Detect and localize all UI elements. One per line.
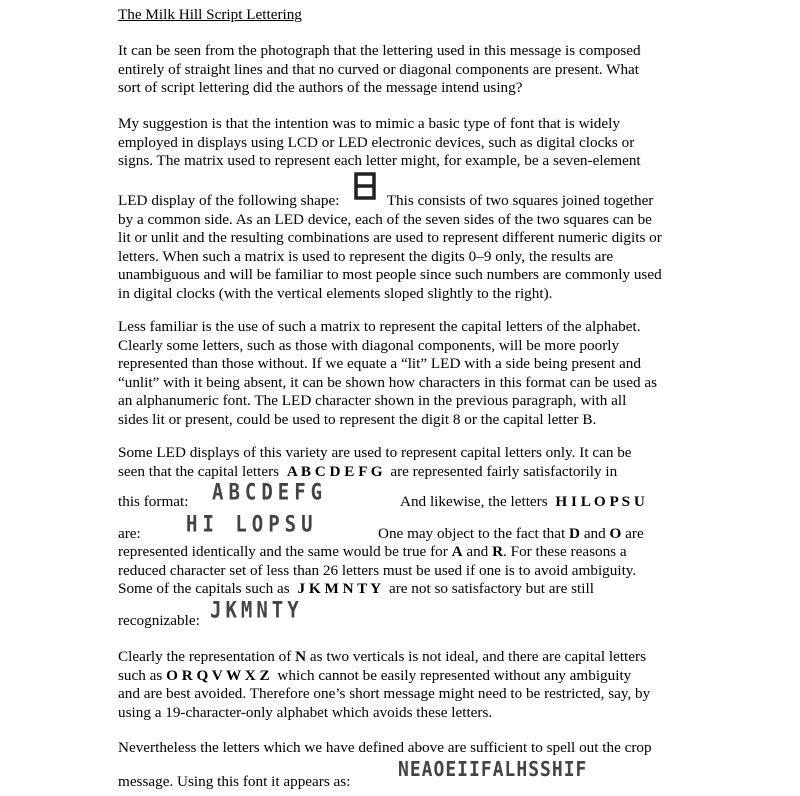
led-intro-text: LED display of the following shape:: [118, 192, 340, 209]
text-line: sides lit or present, could be used to represent the digit 8 or the capital letter B.: [118, 410, 597, 428]
text-line: [118, 667, 684, 686]
text-line: Clearly some letters, such as those with diagonal components, will be more poorly: [118, 336, 620, 354]
paragraph-4-object: [378, 525, 644, 544]
text-span: recognizable:: [118, 612, 200, 629]
text-span: are: [625, 525, 644, 542]
text-span: One may object to the fact that: [378, 525, 566, 542]
text-line: entirely of straight lines and that no curved or diagonal components are present. What: [118, 60, 639, 78]
text-line: Less familiar is the use of such a matrix to represent the capital letters of the alphabet.: [118, 318, 641, 335]
text-line: represented than those without. If we equate a “lit” LED with a side being present and: [118, 355, 641, 372]
led-after-text: This consists of two squares joined together: [386, 192, 654, 209]
text-span: are not so satisfactory but are still: [388, 580, 594, 597]
text-span: . For these reasons a: [503, 543, 627, 560]
text-span: this format:: [118, 493, 189, 510]
text-span: are represented fairly satisfactorily in: [390, 462, 618, 480]
text-line: [118, 648, 684, 667]
bold-letter: O: [609, 525, 622, 542]
text-line: Some LED displays of this variety are used to represent capital letters only. It can be: [118, 444, 632, 461]
text-line: [118, 543, 684, 562]
led-sample-hilopsu: HI LOPSU: [186, 511, 318, 537]
text-line: letters. When such a matrix is used to represent the digits 0–9 only, the results are: [118, 247, 614, 265]
led-sample-jkmnty: JKMNTY: [210, 597, 303, 623]
text-span: which cannot be easily represented without any ambiguity: [277, 666, 632, 684]
text-span: represented identically and the same would be true for: [118, 543, 448, 560]
paragraph-1: [118, 42, 684, 98]
paragraph-3: [118, 318, 684, 429]
text-span: and: [466, 543, 489, 560]
text-line: and are best avoided. Therefore one’s short message might need to be restricted, say, by: [118, 685, 651, 702]
bold-letters: J K M N T Y: [297, 580, 382, 597]
text-span: such as: [118, 666, 163, 684]
text-span: message. Using this font it appears as:: [118, 773, 351, 790]
paragraph-2-continued: [118, 192, 684, 303]
text-span: and: [583, 525, 606, 542]
led-crop-message: NEAOEIIFALHSSHIF: [398, 757, 588, 782]
text-span: as two verticals is not ideal, and there are capital letters: [309, 648, 646, 665]
text-line: lit or unlit and the resulting combinations are used to represent different numeric digits or: [118, 229, 662, 246]
paragraph-4-recognizable: [118, 612, 684, 631]
text-line: an alphanumeric font. The LED character shown in the previous paragraph, with all: [118, 392, 627, 409]
text-line: unambiguous and will be familiar to most people since such numbers are commonly used: [118, 266, 662, 283]
page-title: The Milk Hill Script Lettering: [118, 6, 302, 23]
bold-letters: A B C D E F G: [286, 462, 383, 480]
paragraph-5: [118, 648, 684, 722]
text-line: [118, 192, 684, 211]
text-span: And likewise, the letters: [400, 493, 548, 510]
text-line: using a 19-character-only alphabet which avoids these letters.: [118, 703, 493, 721]
paragraph-2: [118, 115, 684, 171]
text-line: [118, 463, 684, 482]
text-line: My suggestion is that the intention was to mimic a basic type of font that is widely: [118, 115, 620, 132]
text-line: [118, 580, 684, 599]
text-line: signs. The matrix used to represent each letter might, for example, be a seven-element: [118, 152, 641, 169]
paragraph-4: [118, 444, 684, 481]
text-span: seen that the capital letters: [118, 462, 280, 480]
bold-letters: O R Q V W X Z: [166, 666, 270, 684]
seven-segment-display-icon: [354, 172, 378, 202]
text-line: Nevertheless the letters which we have defined above are sufficient to spell out the crop: [118, 739, 652, 756]
text-span: Some of the capitals such as: [118, 580, 290, 597]
text-line: It can be seen from the photograph that the lettering used in this message is composed: [118, 42, 641, 59]
bold-letter: A: [451, 543, 463, 560]
bold-letter: R: [492, 543, 504, 560]
text-line: by a common side. As an LED device, each of the seven sides of the two squares can be: [118, 210, 652, 228]
bold-letters: H I L O P S U: [555, 493, 645, 510]
text-line: reduced character set of less than 26 letters must be used if one is to avoid ambiguity.: [118, 561, 637, 579]
text-line: in digital clocks (with the vertical elements sloped slightly to the right).: [118, 284, 553, 302]
paragraph-4-likewise: [400, 493, 645, 512]
text-line: “unlit” with it being absent, it can be shown how characters in this format can be used as: [118, 373, 658, 391]
bold-letter: N: [295, 648, 307, 665]
led-sample-abcdefg: ABCDEFG: [212, 479, 328, 505]
text-line: sort of script lettering did the authors of the message intend using?: [118, 79, 523, 96]
text-span: are:: [118, 525, 141, 542]
paragraph-6: [118, 739, 684, 758]
paragraph-4-rest: [118, 543, 684, 599]
text-span: Clearly the representation of: [118, 648, 292, 665]
bold-letter: D: [569, 525, 581, 542]
text-line: employed in displays using LCD or LED electronic devices, such as digital clocks or: [118, 133, 635, 151]
